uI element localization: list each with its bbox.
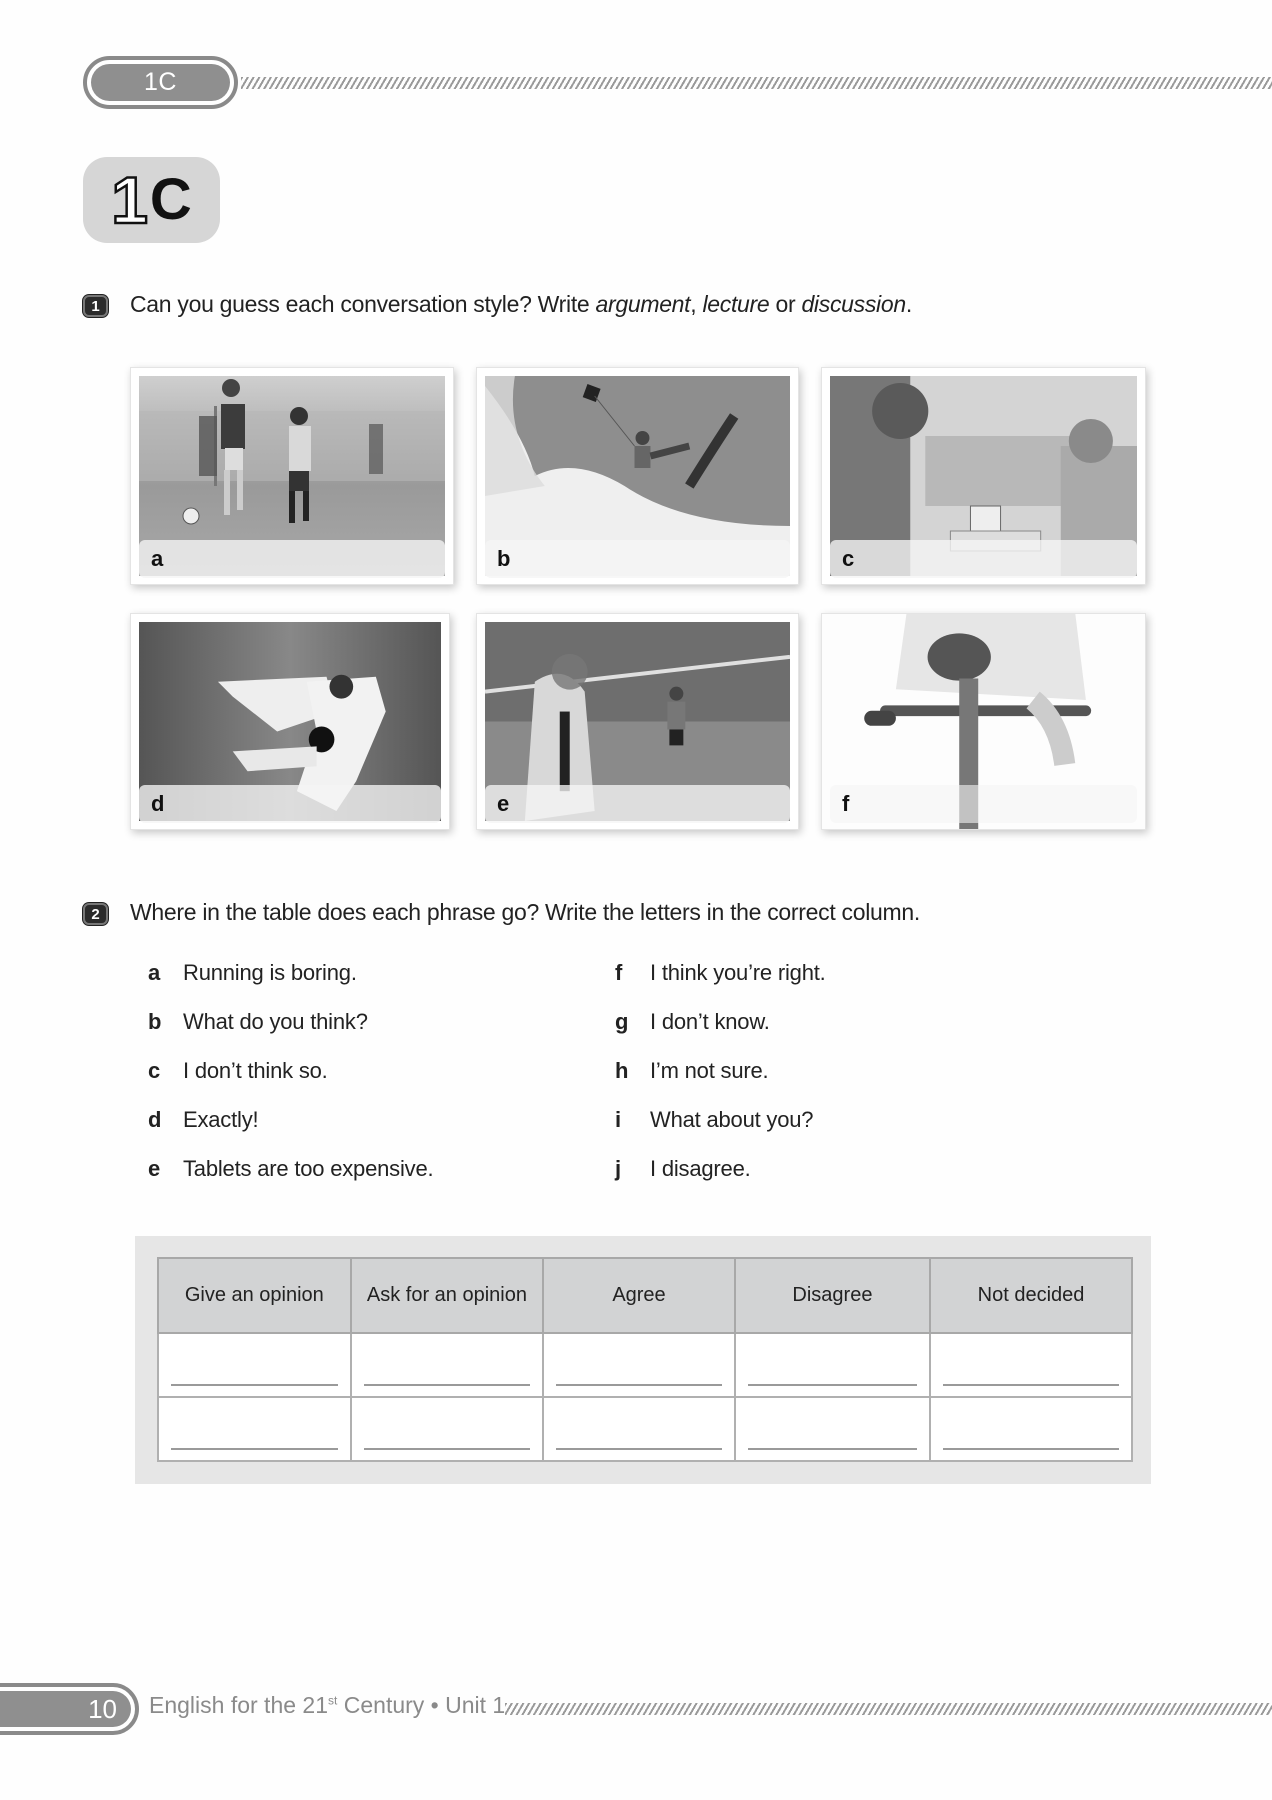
column-header-ask-opinion: Ask for an opinion bbox=[351, 1258, 544, 1333]
answer-cell[interactable] bbox=[930, 1397, 1132, 1461]
phrase-letter: b bbox=[148, 1009, 162, 1034]
answer-cell[interactable] bbox=[735, 1333, 930, 1397]
instruction-text: Can you guess each conversation style? Write bbox=[130, 291, 596, 317]
photo-card-a bbox=[130, 367, 454, 585]
photo-card-e bbox=[476, 613, 799, 830]
table-row bbox=[158, 1333, 1132, 1397]
phrase-item bbox=[615, 960, 826, 986]
table-row bbox=[158, 1397, 1132, 1461]
answer-blank-line[interactable] bbox=[171, 1448, 338, 1450]
photo-label-bar bbox=[485, 540, 790, 578]
phrase-letter: h bbox=[615, 1058, 629, 1083]
phrase-item bbox=[148, 960, 357, 986]
answer-cell[interactable] bbox=[543, 1397, 735, 1461]
photo-label-b: b bbox=[497, 546, 511, 571]
section-tab-label: 1C bbox=[91, 64, 230, 101]
answer-cell[interactable] bbox=[158, 1397, 351, 1461]
answer-cell[interactable] bbox=[158, 1333, 351, 1397]
exercise-number-2: 2 bbox=[83, 903, 108, 925]
phrase-letter: f bbox=[615, 960, 623, 985]
phrase-text: I think you’re right. bbox=[650, 960, 826, 985]
answer-blank-line[interactable] bbox=[943, 1448, 1119, 1450]
phrase-text: What do you think? bbox=[183, 1009, 368, 1034]
answer-cell[interactable] bbox=[930, 1333, 1132, 1397]
phrase-item bbox=[615, 1058, 768, 1084]
photo-card-f bbox=[821, 613, 1146, 830]
period: . bbox=[905, 291, 912, 317]
phrase-text: I don’t know. bbox=[650, 1009, 770, 1034]
photo-label-e: e bbox=[497, 791, 510, 816]
answer-cell[interactable] bbox=[351, 1397, 544, 1461]
phrase-text: Tablets are too expensive. bbox=[183, 1156, 434, 1181]
answer-blank-line[interactable] bbox=[556, 1384, 722, 1386]
separator: or bbox=[769, 291, 802, 317]
answer-blank-line[interactable] bbox=[171, 1384, 338, 1386]
answer-blank-line[interactable] bbox=[748, 1384, 917, 1386]
phrase-item bbox=[615, 1156, 751, 1182]
phrase-letter: a bbox=[148, 960, 161, 985]
footer-title bbox=[149, 1692, 505, 1719]
phrase-item bbox=[148, 1107, 258, 1133]
photo-label-a: a bbox=[151, 546, 164, 571]
lesson-number: 1 bbox=[111, 163, 148, 237]
phrase-letter: e bbox=[148, 1156, 161, 1181]
separator: , bbox=[690, 291, 703, 317]
answer-blank-line[interactable] bbox=[748, 1448, 917, 1450]
phrase-text: Exactly! bbox=[183, 1107, 259, 1132]
phrase-text: I’m not sure. bbox=[650, 1058, 769, 1083]
answer-blank-line[interactable] bbox=[943, 1384, 1119, 1386]
footer-title-post: Century • Unit 1 bbox=[337, 1692, 506, 1718]
answer-table bbox=[157, 1257, 1133, 1462]
option-argument: argument bbox=[595, 291, 691, 317]
phrase-text: I disagree. bbox=[650, 1156, 751, 1181]
page-number: 10 bbox=[0, 1691, 131, 1727]
option-lecture: lecture bbox=[702, 291, 770, 317]
answer-blank-line[interactable] bbox=[364, 1384, 531, 1386]
exercise-1-instruction bbox=[130, 291, 912, 318]
footer-hatch-divider bbox=[505, 1703, 1272, 1715]
phrase-text: Running is boring. bbox=[183, 960, 357, 985]
phrase-item bbox=[148, 1058, 328, 1084]
phrase-item bbox=[615, 1107, 813, 1133]
photo-label-bar bbox=[139, 785, 441, 823]
answer-cell[interactable] bbox=[543, 1333, 735, 1397]
photo-label-bar bbox=[830, 540, 1137, 578]
answer-blank-line[interactable] bbox=[364, 1448, 531, 1450]
phrase-item bbox=[148, 1009, 368, 1035]
column-header-disagree: Disagree bbox=[735, 1258, 930, 1333]
phrase-letter: d bbox=[148, 1107, 162, 1132]
section-tab bbox=[83, 56, 238, 109]
lesson-badge bbox=[83, 157, 220, 243]
option-discussion: discussion bbox=[801, 291, 906, 317]
phrase-letter: i bbox=[615, 1107, 622, 1132]
photo-card-c bbox=[821, 367, 1146, 585]
photo-card-b bbox=[476, 367, 799, 585]
answer-blank-line[interactable] bbox=[556, 1448, 722, 1450]
phrase-letter: c bbox=[148, 1058, 161, 1083]
phrase-letter: g bbox=[615, 1009, 629, 1034]
photo-label-bar bbox=[139, 540, 445, 578]
phrase-item bbox=[615, 1009, 770, 1035]
footer-title-pre: English for the 21 bbox=[149, 1692, 329, 1718]
photo-label-bar bbox=[485, 785, 790, 823]
answer-cell[interactable] bbox=[735, 1397, 930, 1461]
phrase-item bbox=[148, 1156, 433, 1182]
phrase-text: I don’t think so. bbox=[183, 1058, 328, 1083]
exercise-number-1: 1 bbox=[83, 295, 108, 317]
answer-cell[interactable] bbox=[351, 1333, 544, 1397]
exercise-2-instruction: Where in the table does each phrase go? Write the letters in the correct column. bbox=[130, 899, 920, 925]
footer-title-sup: st bbox=[328, 1693, 338, 1708]
photo-label-d: d bbox=[151, 791, 165, 816]
photo-label-bar bbox=[830, 785, 1137, 823]
phrase-text: What about you? bbox=[650, 1107, 814, 1132]
phrase-letter: j bbox=[615, 1156, 622, 1181]
photo-label-c: c bbox=[842, 546, 855, 571]
column-header-not-decided: Not decided bbox=[930, 1258, 1132, 1333]
page-number-tab bbox=[0, 1683, 139, 1735]
column-header-agree: Agree bbox=[543, 1258, 735, 1333]
column-header-give-opinion: Give an opinion bbox=[158, 1258, 351, 1333]
lesson-letter: C bbox=[149, 167, 192, 232]
photo-label-f: f bbox=[842, 791, 850, 816]
table-header-row bbox=[158, 1258, 1132, 1333]
photo-card-d bbox=[130, 613, 450, 830]
header-hatch-divider bbox=[241, 77, 1272, 89]
